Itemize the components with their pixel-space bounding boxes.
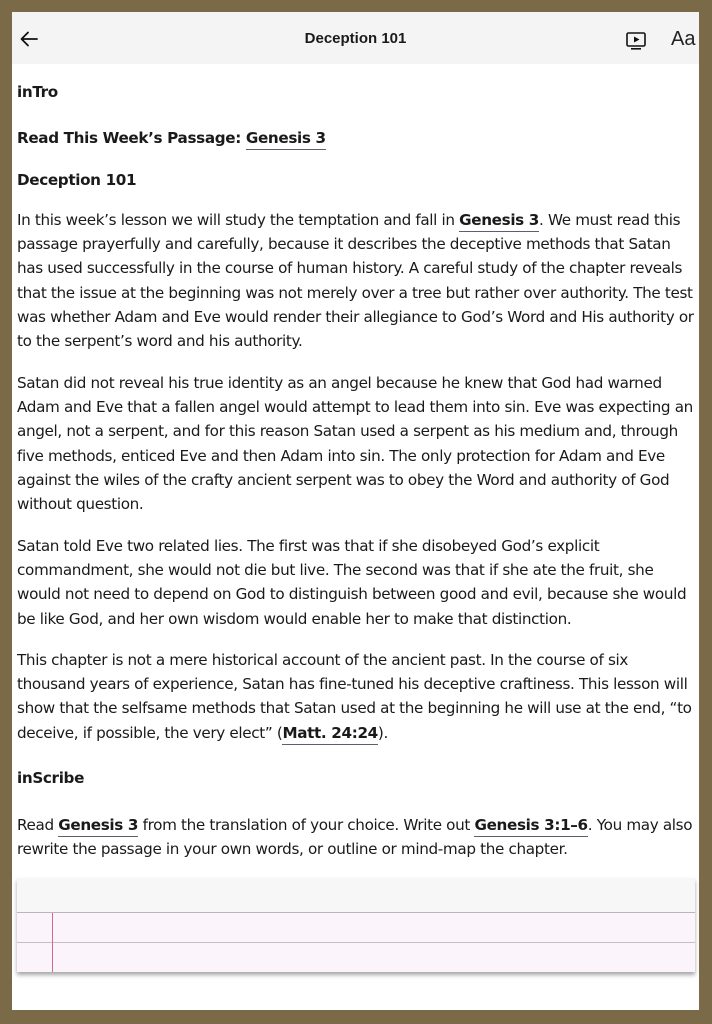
notes-input-area[interactable] [17,878,695,972]
page-title: Deception 101 [304,30,407,47]
app-screen [12,12,699,1010]
paragraph-text: Read [17,816,59,834]
paragraph-text: ). [377,723,388,742]
read-passage-label: Read This Week’s Passage: [17,129,246,147]
scripture-link-genesis-3[interactable]: Genesis 3 [58,816,138,837]
paragraph-2: Satan did not reveal his true identity as an angel because he knew that God had warned Adam and Eve that a fallen angel would attempt to lead them into sin. Eve was expecting an angel, not a serpent, and for this reason Satan used a serpent as his medium and, through five methods, enticed Eve and then Adam into sin. The only protection for Adam and Eve against the wiles of the crafty ancient serpent was to obey the Word and authority of God without question. [17,374,693,514]
notepad-margin-line [52,913,53,972]
paragraph-text: In this week’s lesson we will study the temptation and fall in [17,211,460,229]
paragraph-text: This chapter is not a mere historical account of the ancient past. In the course of six thousand years of experience, Satan has fine-tuned his deceptive craftiness. This lesson will show that the selfsame methods that Satan used at the beginning he will use at the end, “to deceive, if possible, the very elect” ( [17,651,692,742]
paragraph-1 [17,208,695,353]
paragraph-text: . You may also rewrite the passage in your own words, or outline or mind-map the chapter. [17,816,693,859]
scripture-link-genesis-3[interactable]: Genesis 3 [459,211,539,232]
lesson-heading: Deception 101 [17,171,137,189]
passage-link-genesis-3[interactable]: Genesis 3 [246,129,326,150]
section-heading-inscribe: inScribe [17,769,85,787]
play-screen-icon [625,31,647,51]
paragraph-text: from the translation of your choice. Write out [138,816,475,834]
notepad-line[interactable] [17,913,695,943]
media-button[interactable] [625,31,647,51]
notepad-line[interactable] [17,943,695,972]
font-settings-button[interactable]: Aa [671,28,696,50]
back-button[interactable] [16,26,42,52]
section-heading-intro: inTro [17,83,58,101]
paragraph-3: Satan told Eve two related lies. The first was that if she disobeyed God’s explicit commandment, she would not die but live. The second was that if she ate the fruit, she would not need to depend on God to distinguish between good and evil, because she would be like God, and her own wisdom would enable her to make that distinction. [17,537,687,628]
paragraph-4 [17,648,695,745]
navigation-bar [12,16,699,64]
paragraph-5 [17,813,695,861]
scripture-link-matt-24-24[interactable]: Matt. 24:24 [282,724,377,745]
scripture-link-genesis-3-1-6[interactable]: Genesis 3:1–6 [474,816,587,837]
read-passage-line [17,126,326,150]
paragraph-text: . We must read this passage prayerfully and carefully, because it describes the deceptive methods that Satan has used successfully in the course of human history. A careful study of the chapter reveals that the issue at the beginning was not merely over a tree but rather over authority. The test was whether Adam and Eve would render their allegiance to God’s Word and His authority or to the serpent’s word and his authority. [17,211,694,351]
arrow-left-icon [20,31,38,47]
notepad-header [17,878,695,913]
